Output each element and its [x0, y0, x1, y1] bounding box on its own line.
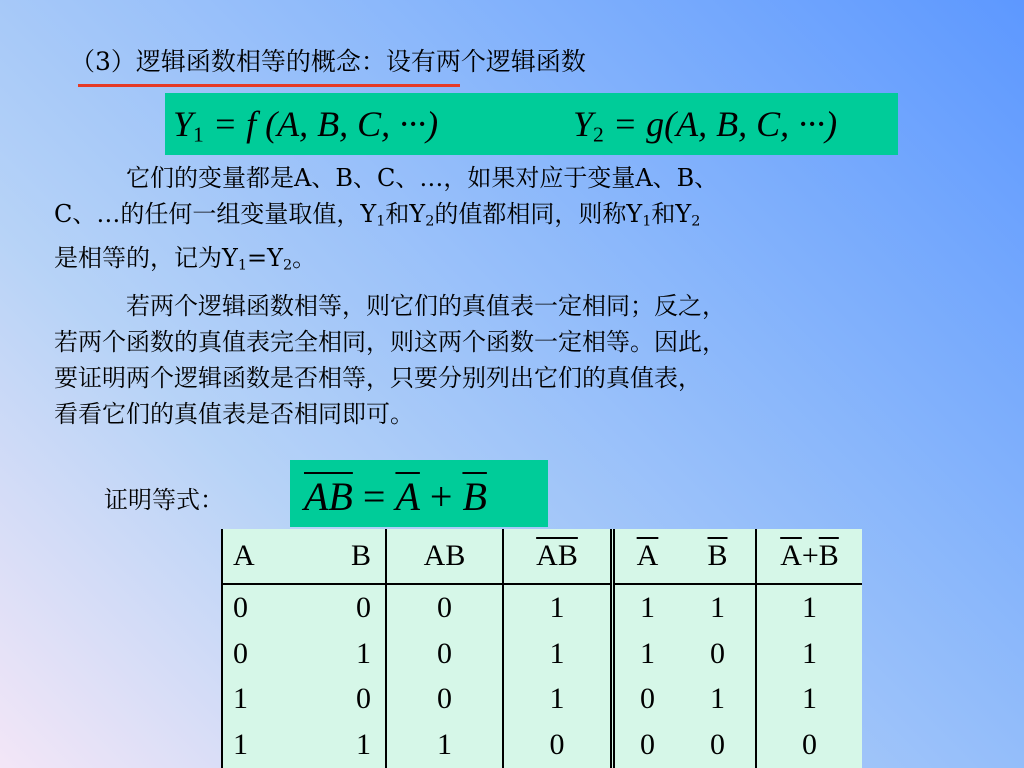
paragraph-line: 要证明两个逻辑函数是否相等，只要分别列出它们的真值表，	[54, 364, 702, 392]
truth-table-row	[222, 722, 862, 768]
paragraph-explanation	[54, 288, 994, 432]
cell-not-a: 1	[640, 590, 655, 624]
cell-sum: 0	[802, 728, 817, 762]
cell-a: 0	[222, 631, 283, 677]
truth-table	[221, 529, 862, 768]
cell-sum: 1	[802, 636, 817, 670]
cell-not-a: 0	[640, 728, 655, 762]
header-not-b: $\overline{B}$	[680, 529, 756, 584]
cell-ab: 0	[386, 631, 503, 677]
title-underline	[78, 84, 460, 87]
paragraph-line: C、…的任何一组变量取值，$Y_1$和$Y_2$的值都相同，则称$Y_1$和$Y_2$	[54, 200, 701, 230]
cell-not-a: 0	[640, 682, 655, 716]
cell-b: 1	[283, 631, 386, 677]
cell-not-b: 0	[680, 722, 756, 768]
header-ab: AB	[386, 529, 503, 584]
cell-a: 1	[222, 722, 283, 768]
cell-ab: 1	[386, 722, 503, 768]
cell-ab: 0	[386, 584, 503, 631]
header-not-a: $\overline{A}$	[613, 529, 681, 584]
header-not-ab: $\overline{AB}$	[503, 529, 613, 584]
truth-table-header-row	[222, 529, 862, 584]
paragraph-line: 是相等的，记为$Y_1=Y_2$。	[54, 243, 317, 274]
formula-y2: $Y_2 = g(A$, B, C, ···)	[573, 104, 838, 147]
cell-not-ab: 1	[503, 677, 613, 723]
formula-definition-box	[165, 93, 898, 155]
slide-title: （3）逻辑函数相等的概念：设有两个逻辑函数	[70, 47, 586, 76]
cell-a: 0	[222, 584, 283, 631]
cell-b: 1	[283, 722, 386, 768]
paragraph-definition	[54, 160, 994, 283]
formula-prove-box	[290, 460, 548, 527]
cell-not-ab: 1	[503, 584, 613, 631]
paragraph-line: 若两个函数的真值表完全相同，则这两个函数一定相等。因此，	[54, 328, 726, 356]
truth-table-row	[222, 584, 862, 631]
cell-not-b: 0	[680, 631, 756, 677]
cell-sum: 1	[802, 682, 817, 716]
formula-demorgan: $\overline{AB} = \overline{A} + \overline{B}$	[304, 474, 487, 519]
header-not-a-plus-not-b: $\overline{A}+\overline{B}$	[756, 529, 862, 584]
paragraph-line: 若两个逻辑函数相等，则它们的真值表一定相同；反之，	[126, 292, 726, 320]
header-b: B	[283, 529, 386, 584]
cell-b: 0	[283, 584, 386, 631]
cell-not-b: 1	[680, 677, 756, 723]
cell-not-ab: 0	[503, 722, 613, 768]
cell-ab: 0	[386, 677, 503, 723]
cell-not-a: 1	[640, 636, 655, 670]
cell-a: 1	[222, 677, 283, 723]
prove-label: 证明等式：	[104, 486, 224, 514]
cell-not-ab: 1	[503, 631, 613, 677]
truth-table-row	[222, 631, 862, 677]
cell-b: 0	[283, 677, 386, 723]
cell-not-b: 1	[680, 584, 756, 631]
formula-y1: $Y_1 = f$ (A, B, C, ···)	[173, 104, 439, 147]
cell-sum: 1	[802, 590, 817, 624]
paragraph-line: 看看它们的真值表是否相同即可。	[54, 400, 414, 428]
header-a: A	[222, 529, 283, 584]
truth-table-row	[222, 677, 862, 723]
paragraph-line: 它们的变量都是A、B、C、…，如果对应于变量A、B、	[126, 164, 719, 192]
